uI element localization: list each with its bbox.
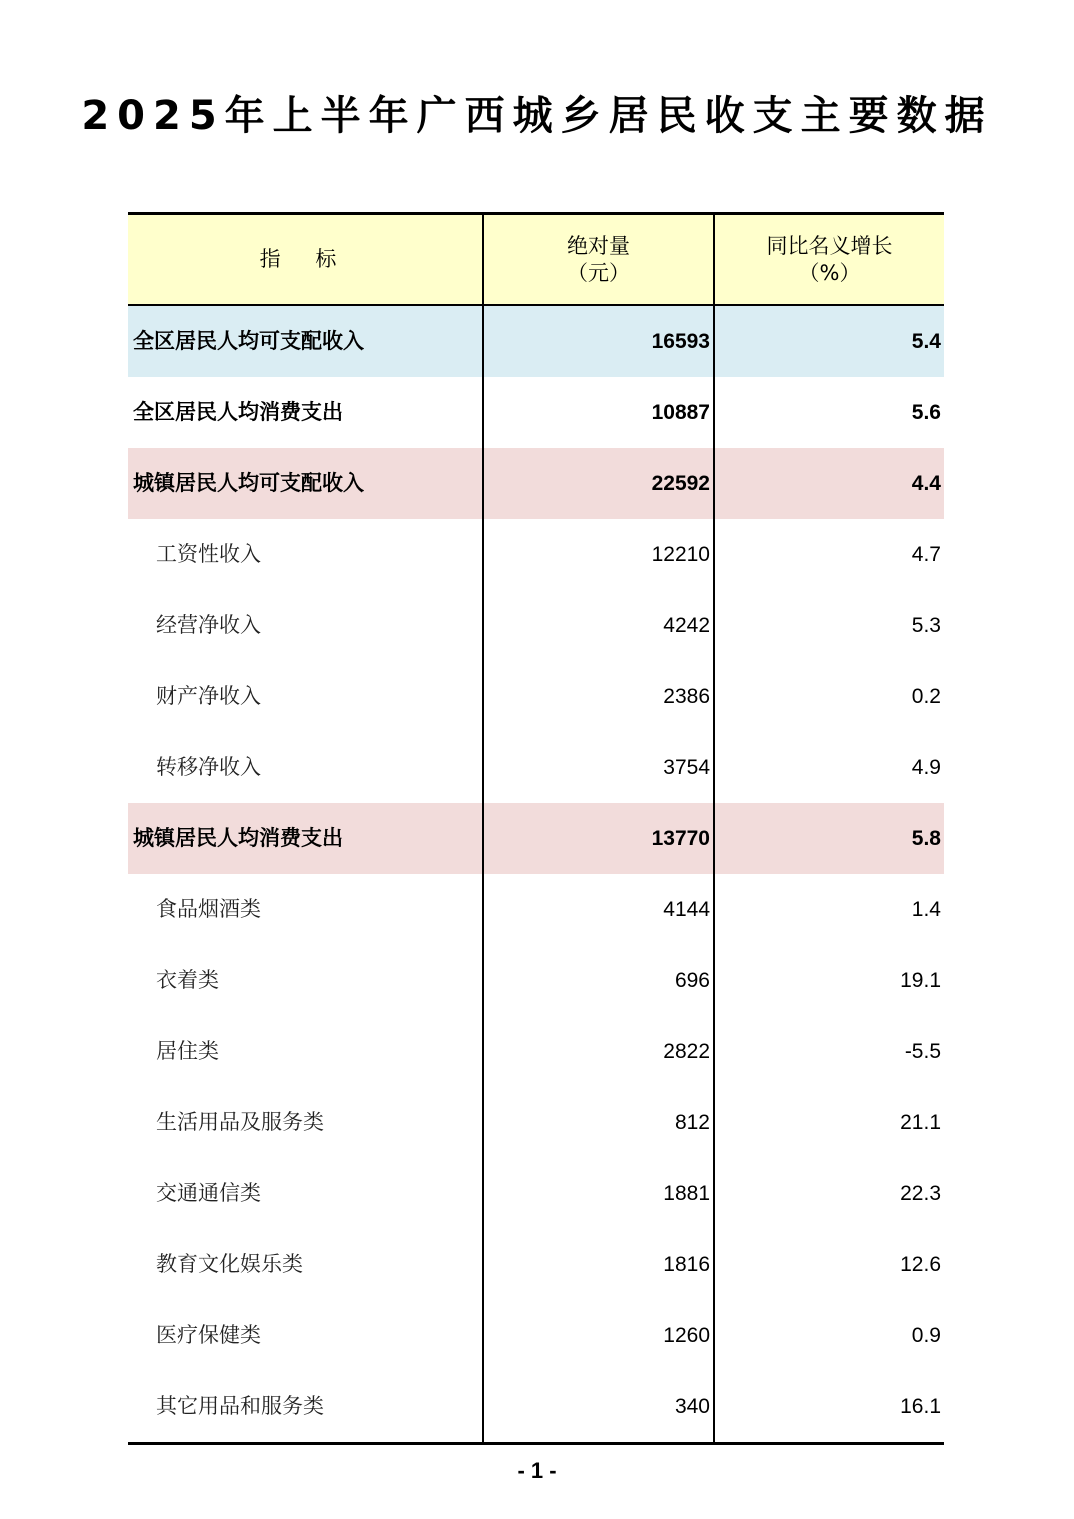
header-growth-label: 同比名义增长 bbox=[766, 233, 893, 258]
header-absolute-value bbox=[484, 215, 713, 304]
row-indicator-label: 其它用品和服务类 bbox=[156, 1394, 324, 1418]
table-row bbox=[128, 874, 944, 945]
row-absolute-value: 340 bbox=[674, 1395, 710, 1418]
row-absolute-value: 3754 bbox=[663, 756, 710, 779]
row-growth-value: 4.9 bbox=[911, 756, 941, 779]
row-indicator-label: 居住类 bbox=[156, 1039, 219, 1063]
table-row bbox=[128, 590, 944, 661]
row-absolute-value: 1816 bbox=[663, 1253, 710, 1276]
row-growth-value: 5.4 bbox=[911, 330, 941, 353]
row-growth-value: 21.1 bbox=[900, 1111, 941, 1134]
table-row bbox=[128, 1158, 944, 1229]
table-row bbox=[128, 1300, 944, 1371]
table-row bbox=[128, 945, 944, 1016]
table-row bbox=[128, 661, 944, 732]
header-absolute-value-label: 绝对量 bbox=[567, 233, 630, 258]
row-absolute-value: 4144 bbox=[663, 898, 710, 921]
row-growth-value: 12.6 bbox=[900, 1253, 941, 1276]
header-absolute-value-unit: （元） bbox=[567, 260, 630, 285]
data-table bbox=[128, 212, 944, 1445]
page-number: - 1 - bbox=[517, 1458, 557, 1483]
row-growth-value: 5.8 bbox=[911, 827, 941, 850]
row-growth-value: 22.3 bbox=[900, 1182, 941, 1205]
row-indicator-label: 城镇居民人均可支配收入 bbox=[133, 471, 364, 495]
table-row bbox=[128, 1229, 944, 1300]
row-growth-value: 0.9 bbox=[911, 1324, 941, 1347]
row-growth-value: 16.1 bbox=[900, 1395, 941, 1418]
table-row bbox=[128, 306, 944, 377]
row-indicator-label: 全区居民人均消费支出 bbox=[133, 400, 343, 424]
row-indicator-label: 教育文化娱乐类 bbox=[156, 1252, 303, 1276]
row-indicator-label: 工资性收入 bbox=[156, 542, 261, 566]
table-row bbox=[128, 732, 944, 803]
row-growth-value: 5.3 bbox=[911, 614, 941, 637]
table-row bbox=[128, 377, 944, 448]
row-growth-value: 4.7 bbox=[911, 543, 941, 566]
row-growth-value: 19.1 bbox=[900, 969, 941, 992]
row-indicator-label: 经营净收入 bbox=[156, 613, 261, 637]
table-row bbox=[128, 448, 944, 519]
row-absolute-value: 696 bbox=[674, 969, 710, 992]
row-indicator-label: 食品烟酒类 bbox=[156, 897, 261, 921]
column-divider bbox=[482, 215, 484, 1442]
row-absolute-value: 2822 bbox=[663, 1040, 710, 1063]
table-row bbox=[128, 1371, 944, 1442]
row-indicator-label: 交通通信类 bbox=[156, 1181, 261, 1205]
row-indicator-label: 转移净收入 bbox=[156, 755, 261, 779]
row-growth-value: 1.4 bbox=[911, 898, 941, 921]
row-absolute-value: 2386 bbox=[663, 685, 710, 708]
row-absolute-value: 812 bbox=[674, 1111, 710, 1134]
row-growth-value: 4.4 bbox=[911, 472, 941, 495]
row-absolute-value: 16593 bbox=[651, 330, 710, 353]
table-row bbox=[128, 1016, 944, 1087]
header-growth bbox=[715, 215, 944, 304]
column-divider bbox=[713, 215, 715, 1442]
table-row bbox=[128, 519, 944, 590]
row-growth-value: -5.5 bbox=[904, 1040, 941, 1063]
page-title: 2025年上半年广西城乡居民收支主要数据 bbox=[81, 93, 993, 139]
table-row bbox=[128, 803, 944, 874]
table-row bbox=[128, 1087, 944, 1158]
row-absolute-value: 10887 bbox=[651, 401, 710, 424]
row-indicator-label: 生活用品及服务类 bbox=[156, 1110, 324, 1134]
row-absolute-value: 13770 bbox=[651, 827, 710, 850]
header-indicator bbox=[128, 215, 482, 304]
row-indicator-label: 医疗保健类 bbox=[156, 1323, 261, 1347]
row-absolute-value: 22592 bbox=[651, 472, 710, 495]
row-absolute-value: 12210 bbox=[651, 543, 710, 566]
row-absolute-value: 4242 bbox=[663, 614, 710, 637]
row-growth-value: 5.6 bbox=[911, 401, 941, 424]
table-body bbox=[128, 306, 944, 1442]
row-indicator-label: 衣着类 bbox=[156, 968, 219, 992]
row-indicator-label: 财产净收入 bbox=[156, 684, 261, 708]
row-indicator-label: 城镇居民人均消费支出 bbox=[133, 826, 343, 850]
row-absolute-value: 1260 bbox=[663, 1324, 710, 1347]
row-indicator-label: 全区居民人均可支配收入 bbox=[133, 329, 364, 353]
table-header bbox=[128, 215, 944, 306]
row-absolute-value: 1881 bbox=[663, 1182, 710, 1205]
header-growth-unit: （%） bbox=[798, 260, 861, 285]
row-growth-value: 0.2 bbox=[911, 685, 941, 708]
header-indicator-label: 指 标 bbox=[259, 247, 351, 271]
